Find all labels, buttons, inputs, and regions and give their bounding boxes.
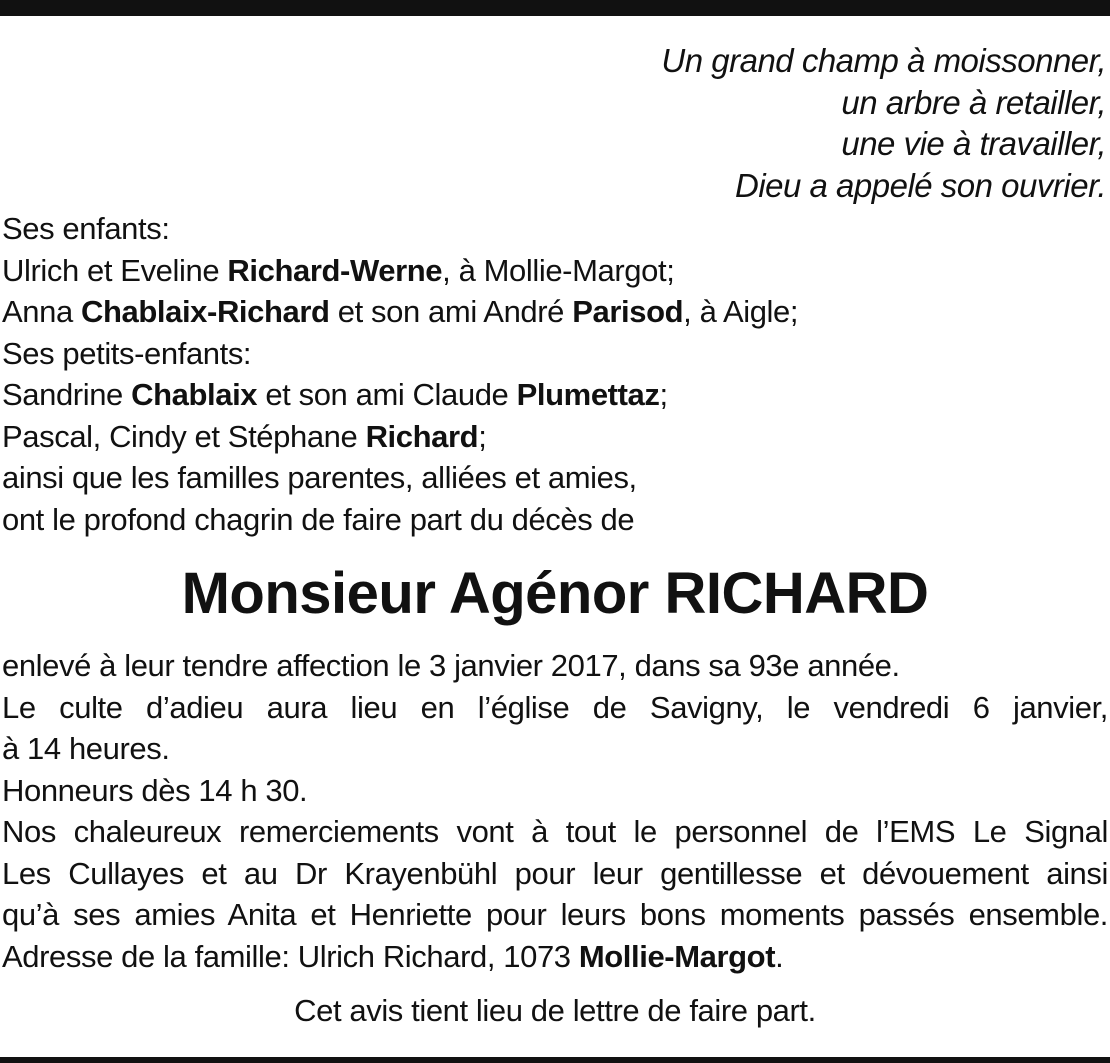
announcement-line: ont le profond chagrin de faire part du décès de (2, 501, 635, 537)
text-segment: et son ami André (329, 294, 573, 329)
thanks-line: Nos chaleureux remerciements vont à tout le personnel de l’EMS Le Signal (2, 814, 1108, 849)
text-segment: et son ami Claude (257, 377, 517, 412)
text-segment: ; (478, 418, 487, 454)
text-segment: Pascal, Cindy et Stéphane (2, 418, 366, 454)
text-segment: Sandrine (2, 377, 132, 412)
text-segment: , à Aigle; (683, 294, 799, 329)
poem-line: Dieu a appelé son ouvrier. (734, 166, 1106, 204)
top-border-rule (0, 0, 1110, 16)
text-segment: Anna (2, 294, 82, 329)
family-surname: Parisod (572, 294, 684, 329)
address-locality: Mollie-Margot (578, 938, 776, 974)
family-surname: Chablaix-Richard (81, 294, 330, 329)
honors-line: Honneurs dès 14 h 30. (2, 772, 308, 808)
poem-line: un arbre à retailler, (841, 83, 1106, 121)
family-member-line (2, 374, 798, 416)
family-member-line (2, 416, 798, 458)
thanks-line: qu’à ses amies Anita et Henriette pour leurs bons moments passés ensemble. (2, 897, 1108, 932)
family-surname: Plumettaz (516, 377, 660, 412)
passing-line: enlevé à leur tendre affection le 3 janvier 2017, dans sa 93e année. (2, 648, 900, 683)
service-line: Le culte d’adieu aura lieu en l’église de Savigny, le vendredi 6 janvier, (2, 689, 1108, 725)
family-list (2, 208, 798, 540)
family-member-line (2, 291, 798, 333)
closing-note: Cet avis tient lieu de lettre de faire part. (294, 993, 816, 1028)
text-segment: Adresse de la famille: Ulrich Richard, 1073 (2, 938, 579, 974)
text-segment: ; (659, 377, 668, 412)
family-surname: Chablaix (131, 377, 258, 412)
relatives-line: ainsi que les familles parentes, alliées et amies, (2, 460, 637, 495)
service-time-line: à 14 heures. (2, 731, 170, 766)
family-surname: Richard (365, 418, 479, 454)
text-segment: . (775, 938, 784, 974)
family-address (2, 936, 1108, 978)
text-segment: , à Mollie-Margot; (442, 252, 675, 288)
text-segment: Ulrich et Eveline (2, 252, 228, 288)
children-heading: Ses enfants: (2, 211, 170, 246)
family-surname: Richard-Werne (227, 252, 443, 288)
bottom-border-rule (0, 1057, 1110, 1063)
thanks-line: Les Cullayes et au Dr Krayenbühl pour leur gentillesse et dévouement ainsi (2, 855, 1108, 891)
grandchildren-heading: Ses petits-enfants: (2, 335, 252, 371)
deceased-name: Monsieur Agénor RICHARD (181, 561, 929, 626)
poem-line: une vie à travailler, (841, 125, 1106, 162)
family-member-line (2, 250, 798, 292)
details-block (2, 645, 1108, 977)
poem-line: Un grand champ à moissonner, (661, 42, 1106, 79)
poem-verse (661, 40, 1106, 206)
